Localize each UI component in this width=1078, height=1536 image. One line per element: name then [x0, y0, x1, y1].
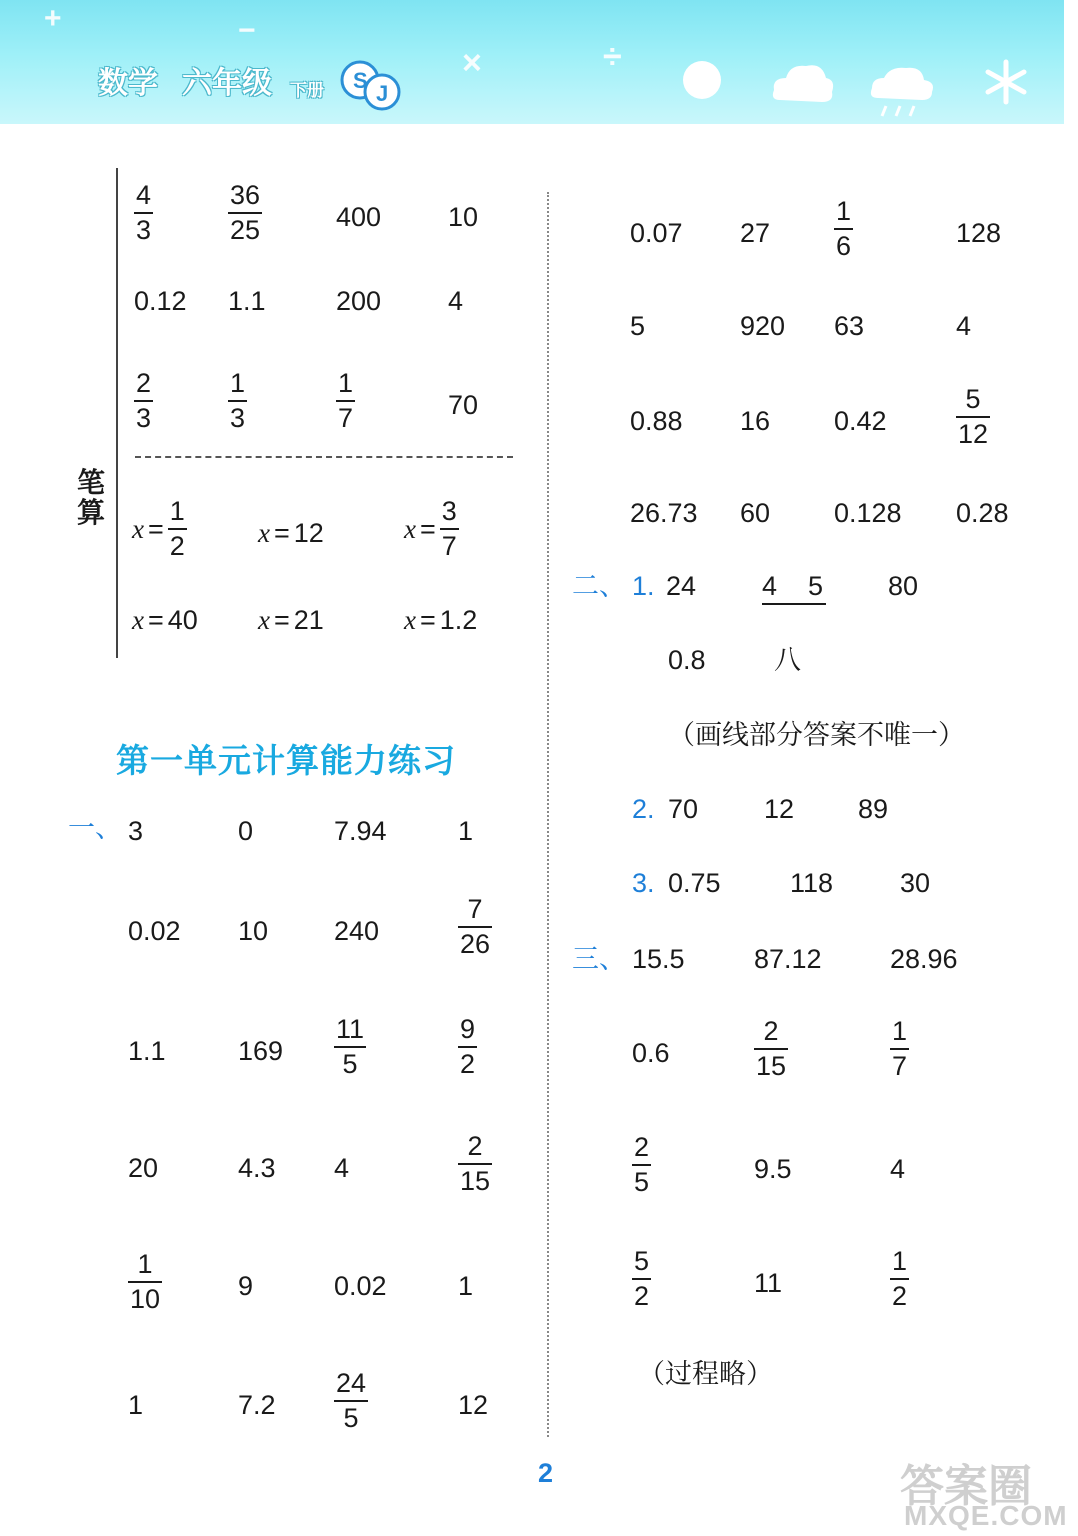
right-top-cell-r2-c3-fraction-bar	[956, 416, 990, 418]
part1-cell-r2-c0: 1.1	[128, 1036, 166, 1066]
part3-cell-r3-c0	[632, 1248, 651, 1310]
part1-cell-r5-c2-numerator: 24	[336, 1368, 367, 1398]
volume-label: 下册	[290, 81, 324, 100]
equation-r0-c2	[404, 498, 459, 560]
part3-cell-r3-c1: 11	[754, 1268, 783, 1298]
part3-cell-r1-c1-fraction-bar	[754, 1048, 788, 1050]
part2-q2-v1: 70	[668, 794, 699, 824]
equation-r0-c1-var: x	[258, 518, 270, 548]
left-top-cell-r2-c0-denominator: 3	[136, 403, 152, 433]
left-top-cell-r1-c2: 200	[336, 286, 382, 316]
part2-q3-v2: 118	[790, 868, 834, 898]
left-top-cell-r2-c2	[336, 370, 355, 432]
part1-cell-r1-c2: 240	[334, 916, 380, 946]
part2-q3-v1: 0.75	[668, 868, 721, 898]
right-top-cell-r2-c3-denominator: 12	[958, 419, 989, 449]
part3-cell-r3-c2-fraction-bar	[890, 1278, 909, 1280]
equation-r1-c1-equals: =	[273, 605, 290, 635]
grade-label: 六年级	[182, 67, 272, 100]
part3-cell-r3-c2-numerator: 1	[892, 1246, 908, 1276]
section-title: 第一单元计算能力练习	[116, 742, 456, 779]
left-top-cell-r0-c1	[228, 182, 262, 244]
part1-cell-r0-c2: 7.94	[334, 816, 387, 846]
left-top-cell-r2-c1	[228, 370, 247, 432]
part3-cell-r2-c0-numerator: 2	[634, 1132, 650, 1162]
equation-r0-c0-var: x	[132, 513, 144, 544]
part1-cell-r3-c1: 4.3	[238, 1153, 276, 1183]
equation-r1-c1-value: 21	[293, 605, 324, 635]
part2-q2-v2: 12	[764, 794, 795, 824]
side-label-bisuan: 笔算	[76, 467, 105, 528]
part1-cell-r2-c3-fraction-bar	[458, 1046, 477, 1048]
part3-cell-r1-c1-numerator: 2	[763, 1016, 779, 1046]
left-top-cell-r2-c3: 70	[448, 390, 479, 420]
left-top-cell-r2-c2-fraction-bar	[336, 400, 355, 402]
left-top-cell-r2-c0	[134, 370, 153, 432]
part1-cell-r3-c3	[458, 1133, 492, 1195]
equation-r0-c2-value-numerator: 3	[441, 496, 457, 526]
left-top-cell-r2-c1-denominator: 3	[230, 403, 246, 433]
part1-cell-r4-c3: 1	[458, 1271, 474, 1301]
part2-q1-e: 0.8	[668, 645, 706, 675]
snowflake-icon	[982, 58, 1030, 106]
part1-cell-r2-c2-numerator: 11	[336, 1014, 365, 1044]
left-top-cell-r2-c1-fraction-bar	[228, 400, 247, 402]
part1-cell-r1-c3-fraction-bar	[458, 926, 492, 928]
divide-icon: ÷	[603, 38, 622, 76]
right-top-cell-r1-c3: 4	[956, 311, 972, 341]
equation-r1-c2	[404, 605, 477, 636]
part1-cell-r2-c3	[458, 1016, 477, 1078]
equation-r1-c0-equals: =	[147, 605, 164, 635]
edition-badge-s: S	[353, 68, 368, 93]
left-top-cell-r2-c0-numerator: 2	[136, 368, 152, 398]
part1-cell-r4-c0	[128, 1251, 162, 1313]
left-top-cell-r0-c3: 10	[448, 202, 479, 232]
part2-q1-underline	[762, 603, 826, 605]
part1-cell-r4-c0-fraction-bar	[128, 1281, 162, 1283]
part1-cell-r2-c3-numerator: 9	[460, 1014, 476, 1044]
part3-cell-r1-c1	[754, 1018, 788, 1080]
edition-badge-icon	[338, 58, 404, 112]
part1-cell-r0-c0: 3	[128, 816, 144, 846]
left-top-cell-r1-c1: 1.1	[228, 286, 266, 316]
part1-cell-r0-c1: 0	[238, 816, 254, 846]
equation-r0-c2-value-fraction-bar	[440, 528, 459, 530]
left-top-cell-r0-c1-numerator: 36	[230, 180, 261, 210]
part1-cell-r4-c2: 0.02	[334, 1271, 387, 1301]
part1-cell-r1-c0: 0.02	[128, 916, 181, 946]
equation-r0-c0-value-fraction-bar	[168, 528, 187, 530]
column-divider	[547, 192, 549, 1437]
part3-cell-r2-c0	[632, 1134, 651, 1196]
equation-r0-c2-value	[440, 498, 459, 560]
part1-cell-r1-c3	[458, 896, 492, 958]
part1-cell-r5-c2-fraction-bar	[334, 1400, 368, 1402]
equation-r0-c1	[258, 518, 324, 549]
right-top-cell-r3-c0: 26.73	[630, 498, 698, 528]
part1-cell-r2-c2-denominator: 5	[342, 1049, 358, 1079]
right-top-cell-r0-c0: 0.07	[630, 218, 683, 248]
part1-cell-r1-c1: 10	[238, 916, 269, 946]
part1-cell-r0-c3: 1	[458, 816, 474, 846]
part3-note: （过程略）	[638, 1359, 773, 1389]
part3-cell-r2-c1: 9.5	[754, 1154, 792, 1184]
part1-cell-r2-c3-denominator: 2	[460, 1049, 476, 1079]
equation-r0-c1-value: 12	[293, 518, 324, 548]
part2-q2-v3: 89	[858, 794, 889, 824]
edition-badge-j: J	[376, 81, 389, 106]
left-top-cell-r0-c0-denominator: 3	[136, 215, 152, 245]
part2-q1-a: 24	[666, 571, 697, 601]
equation-r0-c0-value-denominator: 2	[169, 531, 185, 561]
part3-cell-r0-c2: 28.96	[890, 944, 958, 974]
part1-cell-r3-c3-denominator: 15	[460, 1166, 491, 1196]
part3-cell-r1-c2-numerator: 1	[892, 1016, 908, 1046]
part1-cell-r2-c2	[334, 1016, 366, 1078]
times-icon: ×	[462, 44, 482, 82]
subject-label: 数学	[98, 67, 158, 100]
dashed-divider	[135, 456, 513, 458]
part3-cell-r1-c1-denominator: 15	[756, 1051, 787, 1081]
equation-r1-c1-var: x	[258, 605, 270, 635]
left-top-cell-r0-c0	[134, 182, 153, 244]
cloud-icon	[770, 56, 836, 108]
part3-cell-r1-c2-fraction-bar	[890, 1048, 909, 1050]
equation-r0-c1-equals: =	[273, 518, 290, 548]
equation-r0-c0-value-numerator: 1	[169, 496, 185, 526]
part1-cell-r5-c0: 1	[128, 1390, 144, 1420]
part3-cell-r3-c2-denominator: 2	[892, 1281, 908, 1311]
part2-q1-d: 80	[888, 571, 919, 601]
part2-q2-number: 2.	[632, 794, 655, 824]
right-top-cell-r2-c1: 16	[740, 406, 771, 436]
equation-r1-c2-value: 1.2	[439, 605, 478, 635]
equation-r1-c0-value: 40	[167, 605, 198, 635]
rain-cloud-icon	[868, 62, 938, 120]
equation-r1-c1	[258, 605, 324, 636]
page-number: 2	[538, 1458, 554, 1488]
part1-cell-r3-c3-fraction-bar	[458, 1163, 492, 1165]
equation-r0-c0-equals: =	[147, 513, 164, 544]
left-top-cell-r2-c1-numerator: 1	[230, 368, 246, 398]
right-top-cell-r0-c2-numerator: 1	[836, 196, 852, 226]
equation-r0-c2-var: x	[404, 513, 416, 544]
part1-marker: 一、	[68, 813, 122, 843]
part3-cell-r2-c2: 4	[890, 1154, 906, 1184]
left-top-cell-r0-c0-numerator: 4	[136, 180, 152, 210]
plus-icon: +	[44, 2, 62, 35]
equation-r1-c2-var: x	[404, 605, 416, 635]
part2-q3-v3: 30	[900, 868, 931, 898]
watermark-url: MXQE.COM	[904, 1500, 1068, 1531]
watermark-logo: 答案圈	[900, 1462, 1032, 1511]
right-top-cell-r0-c2	[834, 198, 853, 260]
part3-cell-r3-c0-fraction-bar	[632, 1278, 651, 1280]
part1-cell-r4-c1: 9	[238, 1271, 254, 1301]
left-top-cell-r0-c1-denominator: 25	[230, 215, 261, 245]
left-top-cell-r1-c3: 4	[448, 286, 464, 316]
part3-cell-r2-c0-denominator: 5	[634, 1167, 650, 1197]
part1-cell-r5-c3: 12	[458, 1390, 489, 1420]
part1-cell-r2-c1: 169	[238, 1036, 284, 1066]
part2-q3-number: 3.	[632, 868, 655, 898]
right-top-cell-r0-c1: 27	[740, 218, 771, 248]
part3-cell-r3-c0-numerator: 5	[634, 1246, 650, 1276]
minus-icon: −	[238, 14, 256, 47]
right-top-cell-r0-c3: 128	[956, 218, 1002, 248]
part1-cell-r3-c0: 20	[128, 1153, 159, 1183]
equation-r1-c0-var: x	[132, 605, 144, 635]
part2-q1-c: 5	[808, 571, 824, 601]
equation-r1-c2-equals: =	[419, 605, 436, 635]
part1-cell-r5-c2-denominator: 5	[343, 1403, 359, 1433]
part3-cell-r2-c0-fraction-bar	[632, 1164, 651, 1166]
left-top-cell-r2-c0-fraction-bar	[134, 400, 153, 402]
right-top-cell-r2-c3	[956, 386, 990, 448]
part3-cell-r1-c0: 0.6	[632, 1038, 670, 1068]
part3-cell-r0-c1: 87.12	[754, 944, 822, 974]
part2-marker: 二、	[572, 571, 626, 601]
right-top-cell-r1-c2: 63	[834, 311, 865, 341]
equation-r0-c2-equals: =	[419, 513, 436, 544]
left-top-cell-r0-c2: 400	[336, 202, 382, 232]
right-top-cell-r0-c2-denominator: 6	[836, 231, 852, 261]
right-top-cell-r1-c1: 920	[740, 311, 786, 341]
right-top-cell-r2-c0: 0.88	[630, 406, 683, 436]
part1-cell-r1-c3-numerator: 7	[467, 894, 483, 924]
left-border-line	[116, 168, 118, 658]
left-top-cell-r2-c2-numerator: 1	[338, 368, 354, 398]
right-top-cell-r3-c3: 0.28	[956, 498, 1009, 528]
part1-cell-r2-c2-fraction-bar	[334, 1046, 366, 1048]
equation-r0-c0	[132, 498, 187, 560]
left-top-cell-r2-c2-denominator: 7	[338, 403, 354, 433]
part3-cell-r0-c0: 15.5	[632, 944, 685, 974]
sun-icon	[680, 58, 724, 102]
part3-marker: 三、	[572, 944, 626, 974]
part3-cell-r3-c2	[890, 1248, 909, 1310]
part2-q1-number: 1.	[632, 571, 655, 601]
part1-cell-r4-c0-numerator: 1	[137, 1249, 153, 1279]
part1-cell-r5-c1: 7.2	[238, 1390, 276, 1420]
part1-cell-r5-c2	[334, 1370, 368, 1432]
equation-r0-c2-value-denominator: 7	[441, 531, 457, 561]
right-top-cell-r2-c2: 0.42	[834, 406, 887, 436]
part3-cell-r3-c0-denominator: 2	[634, 1281, 650, 1311]
equation-r0-c0-value	[168, 498, 187, 560]
part1-cell-r1-c3-denominator: 26	[460, 929, 491, 959]
part2-note: （画线部分答案不唯一）	[668, 720, 965, 750]
part2-q1-f: 八	[774, 645, 801, 675]
right-top-cell-r3-c2: 0.128	[834, 498, 902, 528]
part1-cell-r3-c3-numerator: 2	[467, 1131, 483, 1161]
right-top-cell-r3-c1: 60	[740, 498, 771, 528]
left-top-cell-r0-c0-fraction-bar	[134, 212, 153, 214]
equation-r1-c0	[132, 605, 198, 636]
part1-cell-r3-c2: 4	[334, 1153, 350, 1183]
left-top-cell-r1-c0: 0.12	[134, 286, 187, 316]
left-top-cell-r0-c1-fraction-bar	[228, 212, 262, 214]
part2-q1-b: 4	[762, 571, 778, 601]
part1-cell-r4-c0-denominator: 10	[130, 1284, 161, 1314]
right-top-cell-r0-c2-fraction-bar	[834, 228, 853, 230]
part3-cell-r1-c2	[890, 1018, 909, 1080]
right-top-cell-r1-c0: 5	[630, 311, 646, 341]
part3-cell-r1-c2-denominator: 7	[892, 1051, 908, 1081]
right-top-cell-r2-c3-numerator: 5	[965, 384, 981, 414]
